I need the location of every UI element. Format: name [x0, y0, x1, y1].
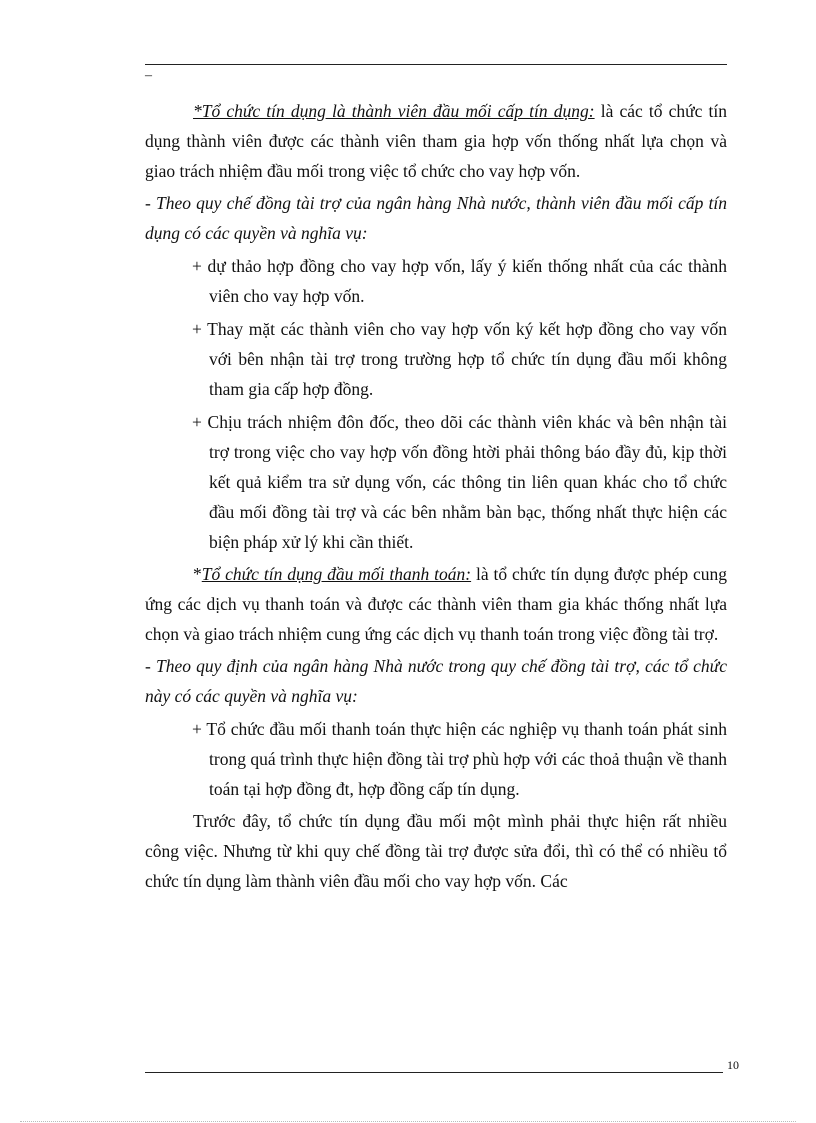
paragraph-lead-arranger	[145, 96, 727, 186]
bullet-item: + dự thảo hợp đồng cho vay hợp vốn, lấy ý kiến thống nhất của các thành viên cho vay hợp vốn.	[192, 256, 727, 306]
paragraph-payment-agent	[145, 559, 727, 649]
term-lead-arranger: *Tổ chức tín dụng là thành viên đầu mối cấp tín dụng:	[193, 101, 595, 121]
paragraph-text: là tổ chức tín dụng được phép cung ứng các dịch vụ thanh toán và được các thành viên tham gia khác thống nhất lựa chọn và giao trách nhiệm cung ứng các dịch vụ thanh toán trong việc đồng tài trợ.	[145, 564, 728, 644]
document-body	[145, 96, 727, 898]
page-number: 10	[727, 1058, 739, 1072]
footer-rule	[145, 1072, 723, 1073]
header-dash: –	[145, 68, 152, 83]
paragraph-previously: Trước đây, tổ chức tín dụng đầu mối một mình phải thực hiện rất nhiều công việc. Nhưng từ khi quy chế đồng tài trợ được sửa đổi, thì có thể có nhiều tổ chức tín dụng làm thành viên đầu mối cho vay hợp vốn. Các	[145, 811, 727, 891]
paragraph-rights-intro: - Theo quy chế đồng tài trợ của ngân hàng Nhà nước, thành viên đầu mối cấp tín dụng có các quyền và nghĩa vụ:	[145, 193, 727, 243]
header-rule	[145, 64, 727, 65]
bullet-item: + Chịu trách nhiệm đôn đốc, theo dõi các thành viên khác và bên nhận tài trợ trong việc cho vay hợp vốn đồng htời phải thông báo đầy đủ, kịp thời kết quả kiểm tra sử dụng vốn, các thông tin liên quan khác cho tổ chức đầu mối đồng tài trợ và các bên nhằm bàn bạc, thống nhất thực hiện các biện pháp xử lý khi cần thiết.	[192, 412, 727, 552]
paragraph-regulation-intro: - Theo quy định của ngân hàng Nhà nước trong quy chế đồng tài trợ, các tổ chức này có các quyền và nghĩa vụ:	[145, 656, 727, 706]
page-edge-dotted-line	[20, 1121, 796, 1122]
bullet-item: + Thay mặt các thành viên cho vay hợp vốn ký kết hợp đồng cho vay vốn với bên nhận tài trợ trong trường hợp tổ chức tín dụng đầu mối không tham gia cấp hợp đồng.	[192, 319, 727, 399]
bullet-item: + Tổ chức đầu mối thanh toán thực hiện các nghiệp vụ thanh toán phát sinh trong quá trình thực hiện đồng tài trợ phù hợp với các thoả thuận về thanh toán tại hợp đồng đt, hợp đồng cấp tín dụng.	[192, 719, 727, 799]
term-payment-agent: Tổ chức tín dụng đầu mối thanh toán:	[201, 564, 472, 584]
asterisk: *	[193, 564, 202, 584]
paragraph-text: là các tổ chức tín dụng thành viên được các thành viên tham gia hợp vốn thống nhất lựa chọn và giao trách nhiệm đầu mối trong việc tổ chức cho vay hợp vốn.	[145, 101, 727, 181]
